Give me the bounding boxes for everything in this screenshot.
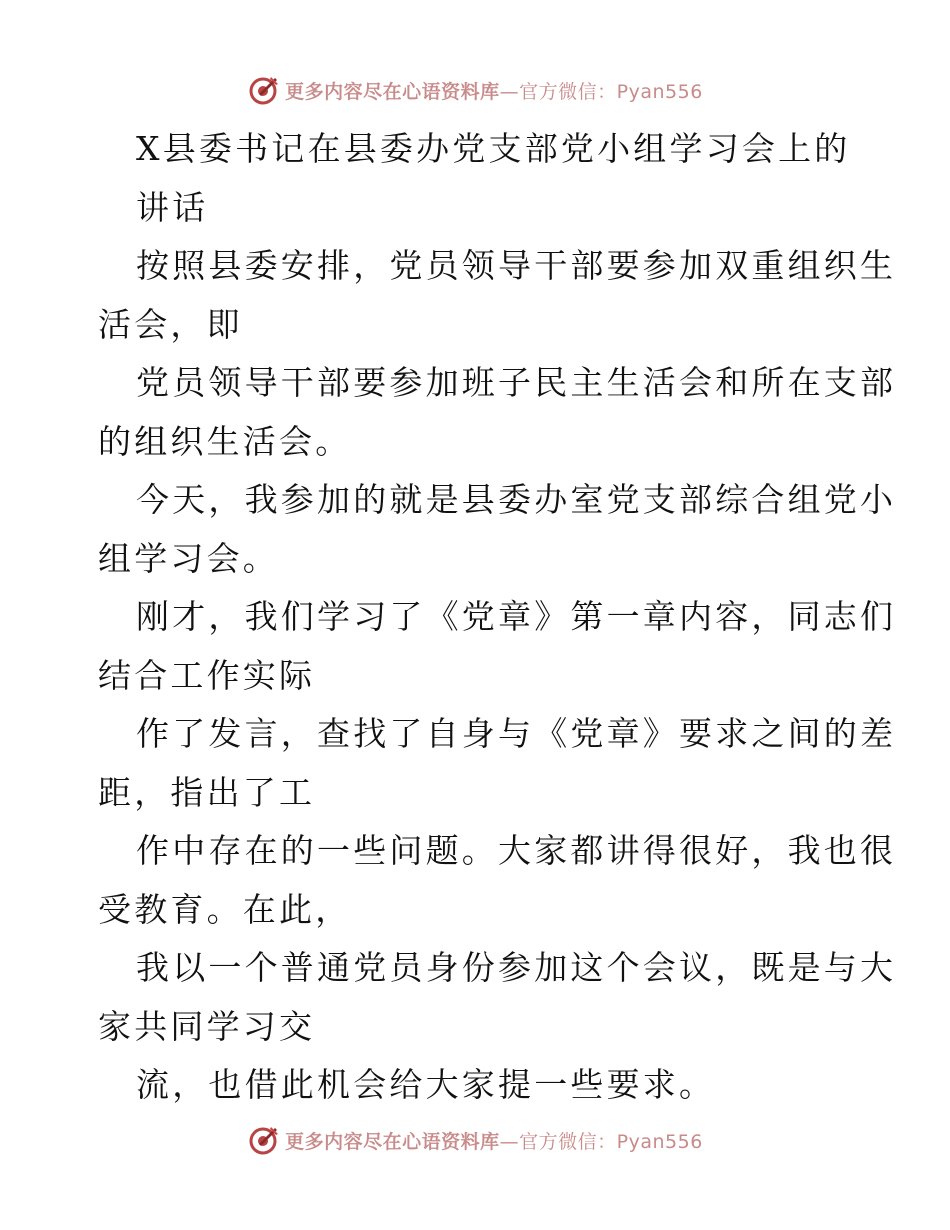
header-brand: 更多内容尽在心语资料库 [285, 80, 500, 103]
text-line: 按照县委安排，党员领导干部要参加双重组织生 [136, 246, 897, 285]
header-banner-text [285, 77, 703, 104]
text-line: 受教育。在此， [98, 889, 352, 929]
header-banner [0, 70, 950, 110]
footer-banner-text [285, 1127, 703, 1154]
text-line: 家共同学习交 [98, 1006, 316, 1046]
text-line: 党员领导干部要参加班子民主生活会和所在支部 [136, 363, 897, 402]
document-body [98, 120, 897, 1115]
text-line: X县委书记在县委办党支部党小组学习会上的 [136, 129, 851, 168]
text-line: 距，指出了工 [98, 772, 316, 812]
header-contact: 官方微信：Pyan556 [519, 80, 703, 103]
text-line: 活会，即 [98, 304, 243, 344]
text-line: 作中存在的一些问题。大家都讲得很好，我也很 [136, 831, 897, 870]
footer-contact: 官方微信：Pyan556 [519, 1130, 703, 1153]
text-line: 我以一个普通党员身份参加这个会议，既是与大 [136, 948, 897, 987]
text-line: 今天，我参加的就是县委办室党支部综合组党小 [136, 480, 897, 519]
footer-brand: 更多内容尽在心语资料库 [285, 1130, 500, 1153]
quill-logo-icon [247, 74, 279, 106]
text-line: 作了发言，查找了自身与《党章》要求之间的差 [136, 714, 897, 753]
header-banner-inner [247, 74, 703, 106]
footer-banner-inner [247, 1124, 703, 1156]
text-line: 的组织生活会。 [98, 421, 352, 461]
footer-sep: — [499, 1130, 520, 1153]
quill-logo-icon [247, 1124, 279, 1156]
header-sep: — [499, 80, 520, 103]
text-line: 组学习会。 [98, 538, 279, 578]
text-line: 刚才，我们学习了《党章》第一章内容，同志们 [136, 597, 897, 636]
text-line: 流，也借此机会给大家提一些要求。 [136, 1065, 716, 1104]
text-line: 讲话 [136, 187, 209, 227]
text-line: 结合工作实际 [98, 655, 316, 695]
footer-banner [0, 1120, 950, 1160]
